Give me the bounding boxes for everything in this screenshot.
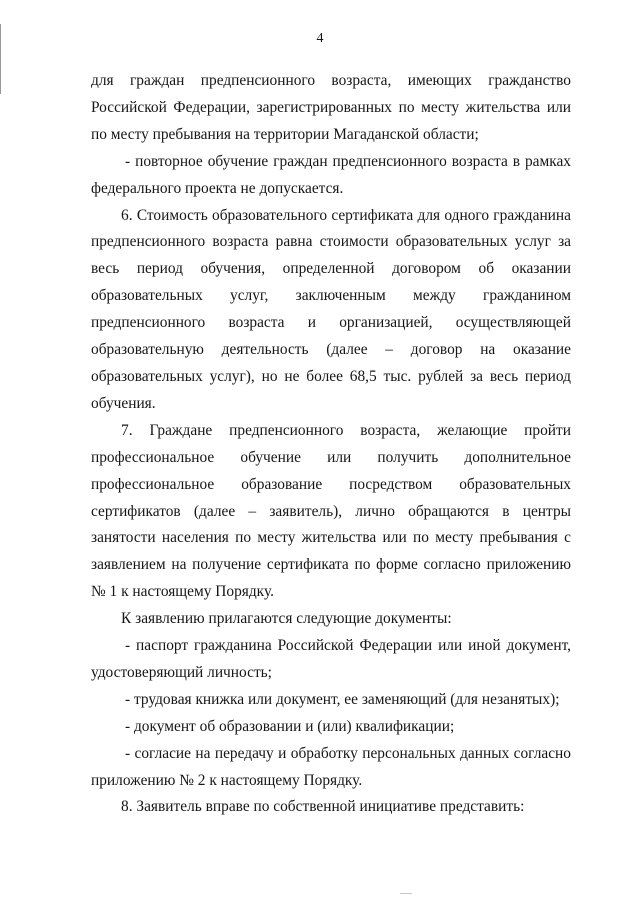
document-body — [91, 68, 571, 821]
paragraph-item-8: 8. Заявитель вправе по собственной инициативе представить: — [121, 798, 525, 816]
paragraph-item-6: 6. Стоимость образовательного сертификата для одного гражданина предпенсионного возраста равна стоимости образовательных услуг за весь период обучения, определенной договором об оказании образовательных услуг, заключенным между гражданином предпенсионного возраста и организацией, осуществляющей образовательную деятельность (далее – договор на оказание образовательных услуг), но не более 68,5 тыс. рублей за весь период обучения. — [91, 206, 571, 412]
scan-artifact — [400, 893, 412, 894]
paragraph-bullet-consent: - согласие на передачу и обработку персональных данных согласно приложению № 2 к настоящему Порядку. — [91, 744, 571, 789]
paragraph-bullet-repeat-training: - повторное обучение граждан предпенсионного возраста в рамках федерального проекта не допускается. — [91, 152, 571, 197]
paragraph-continuation: для граждан предпенсионного возраста, имеющих гражданство Российской Федерации, зарегистрированных по месту жительства или по месту пребывания на территории Магаданской области; — [91, 72, 571, 143]
paragraph-documents-intro: К заявлению прилагаются следующие документы: — [121, 610, 452, 628]
paragraph-bullet-passport: - паспорт гражданина Российской Федерации или иной документ, удостоверяющий личность; — [91, 637, 571, 681]
page-number: 4 — [316, 31, 324, 46]
paragraph-bullet-education-doc: - документ об образовании и (или) квалификации; — [125, 717, 455, 735]
paragraph-item-7: 7. Граждане предпенсионного возраста, желающие пройти профессиональное обучение или получить дополнительное профессиональное образование посредством образовательных сертификатов (далее – заявитель), лично обращаются в центры занятости населения по месту жительства или по месту пребывания с заявлением на получение сертификата по форме согласно приложению № 1 к настоящему Порядку. — [91, 421, 571, 601]
paragraph-bullet-work-book: - трудовая книжка или документ, ее заменяющий (для незанятых); — [125, 690, 560, 708]
